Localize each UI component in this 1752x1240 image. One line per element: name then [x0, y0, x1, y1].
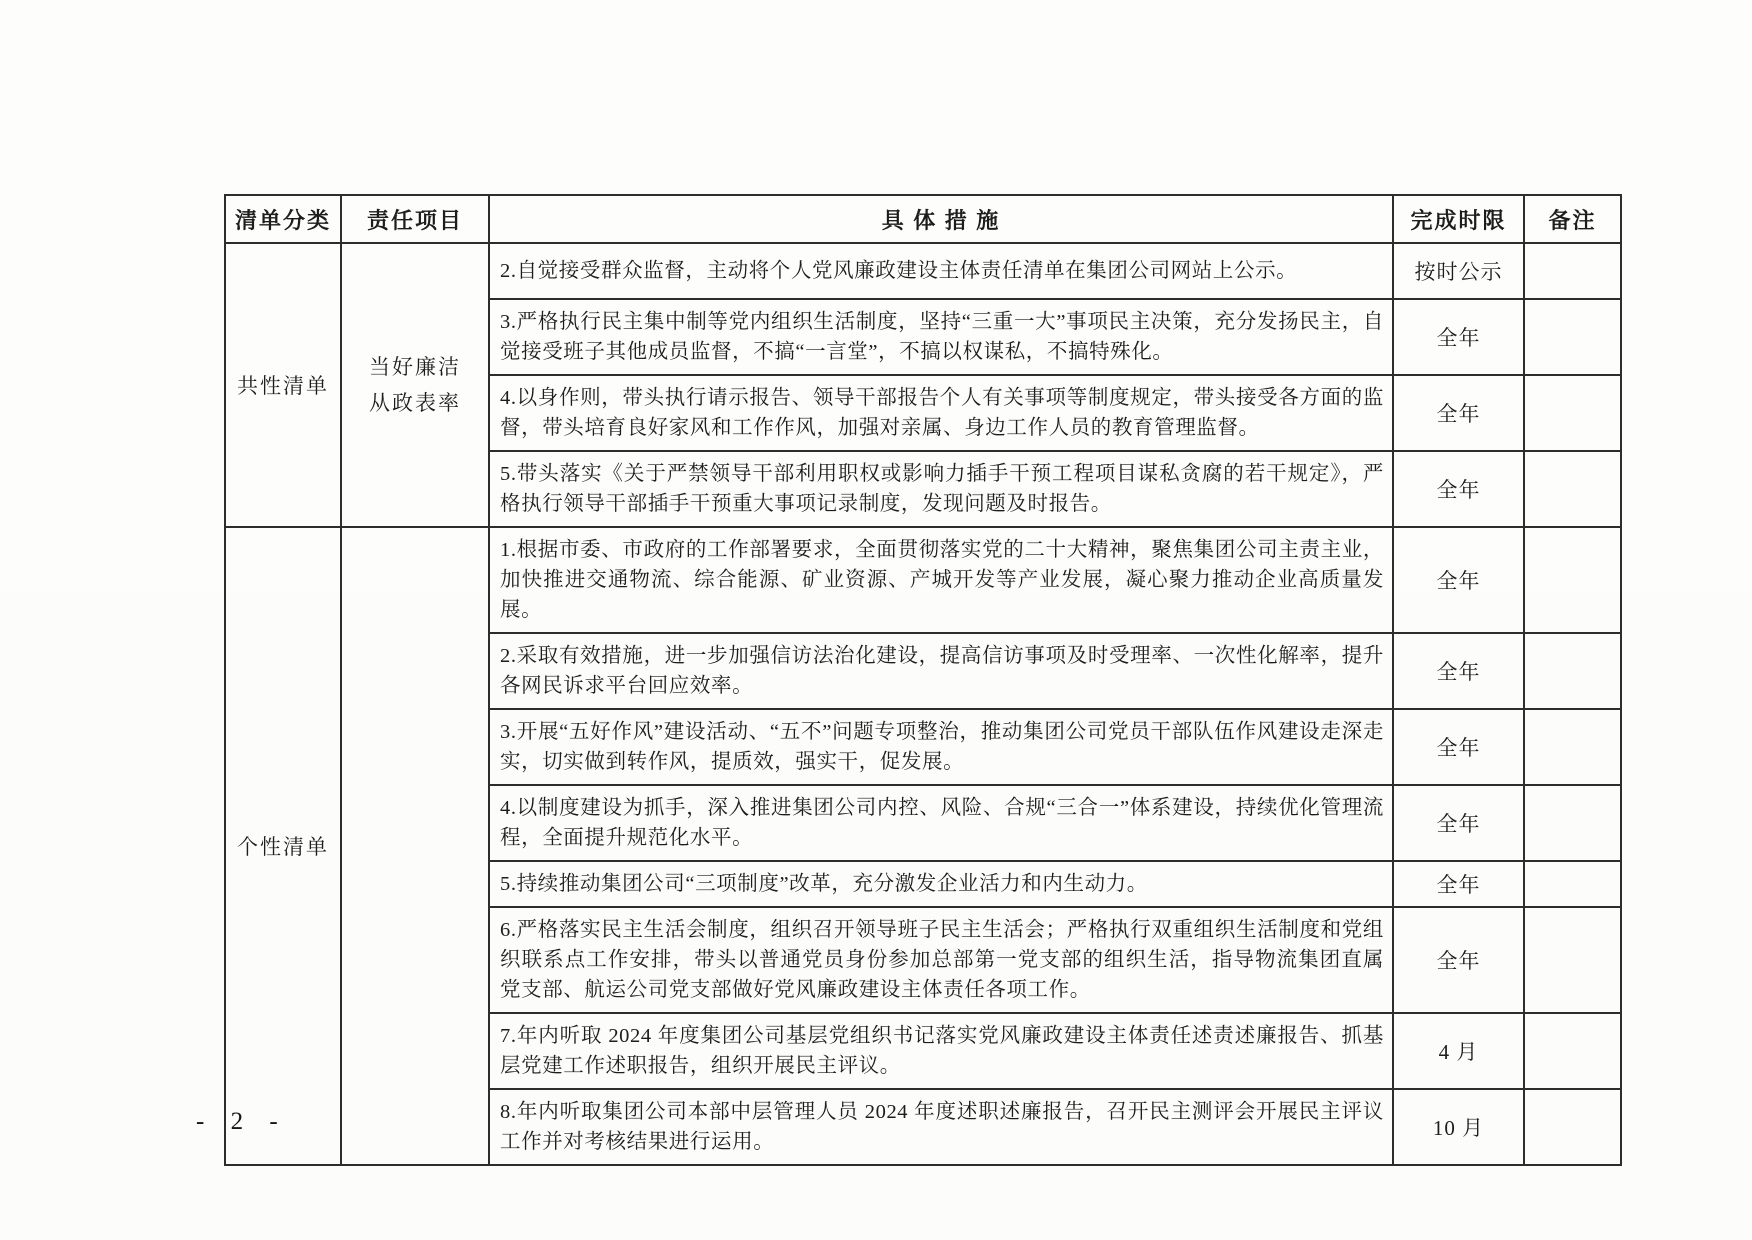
- measure-cell: 5.带头落实《关于严禁领导干部利用职权或影响力插手干预工程项目谋私贪腐的若干规定》，严格执行领导干部插手干预重大事项记录制度，发现问题及时报告。: [489, 451, 1393, 527]
- note-cell: [1524, 861, 1621, 907]
- measure-cell: 6.严格落实民主生活会制度，组织召开领导班子民主生活会；严格执行双重组织生活制度和党组织联系点工作安排，带头以普通党员身份参加总部第一党支部的组织生活，指导物流集团直属党支部、航运公司党支部做好党风廉政建设主体责任各项工作。: [489, 907, 1393, 1013]
- measure-cell: 3.严格执行民主集中制等党内组织生活制度，坚持“三重一大”事项民主决策，充分发扬民主，自觉接受班子其他成员监督，不搞“一言堂”，不搞以权谋私，不搞特殊化。: [489, 299, 1393, 375]
- table-header-row: [225, 195, 1621, 243]
- table-row: [225, 527, 1621, 633]
- deadline-cell: 全年: [1393, 527, 1524, 633]
- note-cell: [1524, 709, 1621, 785]
- deadline-cell: 全年: [1393, 861, 1524, 907]
- header-project: 责任项目: [341, 195, 489, 243]
- header-measures: 具 体 措 施: [489, 195, 1393, 243]
- measure-cell: 7.年内听取 2024 年度集团公司基层党组织书记落实党风廉政建设主体责任述责述廉报告、抓基层党建工作述职报告，组织开展民主评议。: [489, 1013, 1393, 1089]
- note-cell: [1524, 1013, 1621, 1089]
- note-cell: [1524, 1089, 1621, 1165]
- header-deadline: 完成时限: [1393, 195, 1524, 243]
- deadline-cell: 全年: [1393, 907, 1524, 1013]
- note-cell: [1524, 907, 1621, 1013]
- category-cell: 个性清单: [225, 527, 341, 1165]
- note-cell: [1524, 527, 1621, 633]
- deadline-cell: 全年: [1393, 451, 1524, 527]
- project-cell: [341, 243, 489, 527]
- measure-cell: 8.年内听取集团公司本部中层管理人员 2024 年度述职述廉报告，召开民主测评会开展民主评议工作并对考核结果进行运用。: [489, 1089, 1393, 1165]
- measure-cell: 4.以制度建设为抓手，深入推进集团公司内控、风险、合规“三合一”体系建设，持续优化管理流程，全面提升规范化水平。: [489, 785, 1393, 861]
- measure-cell: 2.采取有效措施，进一步加强信访法治化建设，提高信访事项及时受理率、一次性化解率，提升各网民诉求平台回应效率。: [489, 633, 1393, 709]
- header-note: 备注: [1524, 195, 1621, 243]
- note-cell: [1524, 451, 1621, 527]
- deadline-cell: 按时公示: [1393, 243, 1524, 299]
- measure-cell: 3.开展“五好作风”建设活动、“五不”问题专项整治，推动集团公司党员干部队伍作风建设走深走实，切实做到转作风，提质效，强实干，促发展。: [489, 709, 1393, 785]
- measure-cell: 1.根据市委、市政府的工作部署要求，全面贯彻落实党的二十大精神，聚焦集团公司主责主业，加快推进交通物流、综合能源、矿业资源、产城开发等产业发展，凝心聚力推动企业高质量发展。: [489, 527, 1393, 633]
- category-cell: 共性清单: [225, 243, 341, 527]
- note-cell: [1524, 375, 1621, 451]
- deadline-cell: 全年: [1393, 299, 1524, 375]
- note-cell: [1524, 633, 1621, 709]
- deadline-cell: 全年: [1393, 785, 1524, 861]
- measure-cell: 2.自觉接受群众监督，主动将个人党风廉政建设主体责任清单在集团公司网站上公示。: [489, 243, 1393, 299]
- table-row: [225, 243, 1621, 299]
- deadline-cell: 全年: [1393, 709, 1524, 785]
- project-cell: [341, 527, 489, 1165]
- deadline-cell: 全年: [1393, 633, 1524, 709]
- note-cell: [1524, 299, 1621, 375]
- responsibility-list-table: [224, 194, 1622, 1166]
- project-line: 从政表率: [369, 391, 461, 415]
- deadline-cell: 10 月: [1393, 1089, 1524, 1165]
- header-category: 清单分类: [225, 195, 341, 243]
- measure-cell: 4.以身作则，带头执行请示报告、领导干部报告个人有关事项等制度规定，带头接受各方面的监督，带头培育良好家风和工作作风，加强对亲属、身边工作人员的教育管理监督。: [489, 375, 1393, 451]
- deadline-cell: 全年: [1393, 375, 1524, 451]
- page-number: - 2 -: [196, 1108, 288, 1135]
- deadline-cell: 4 月: [1393, 1013, 1524, 1089]
- note-cell: [1524, 785, 1621, 861]
- measure-cell: 5.持续推动集团公司“三项制度”改革，充分激发企业活力和内生动力。: [489, 861, 1393, 907]
- project-line: 当好廉洁: [369, 355, 461, 379]
- note-cell: [1524, 243, 1621, 299]
